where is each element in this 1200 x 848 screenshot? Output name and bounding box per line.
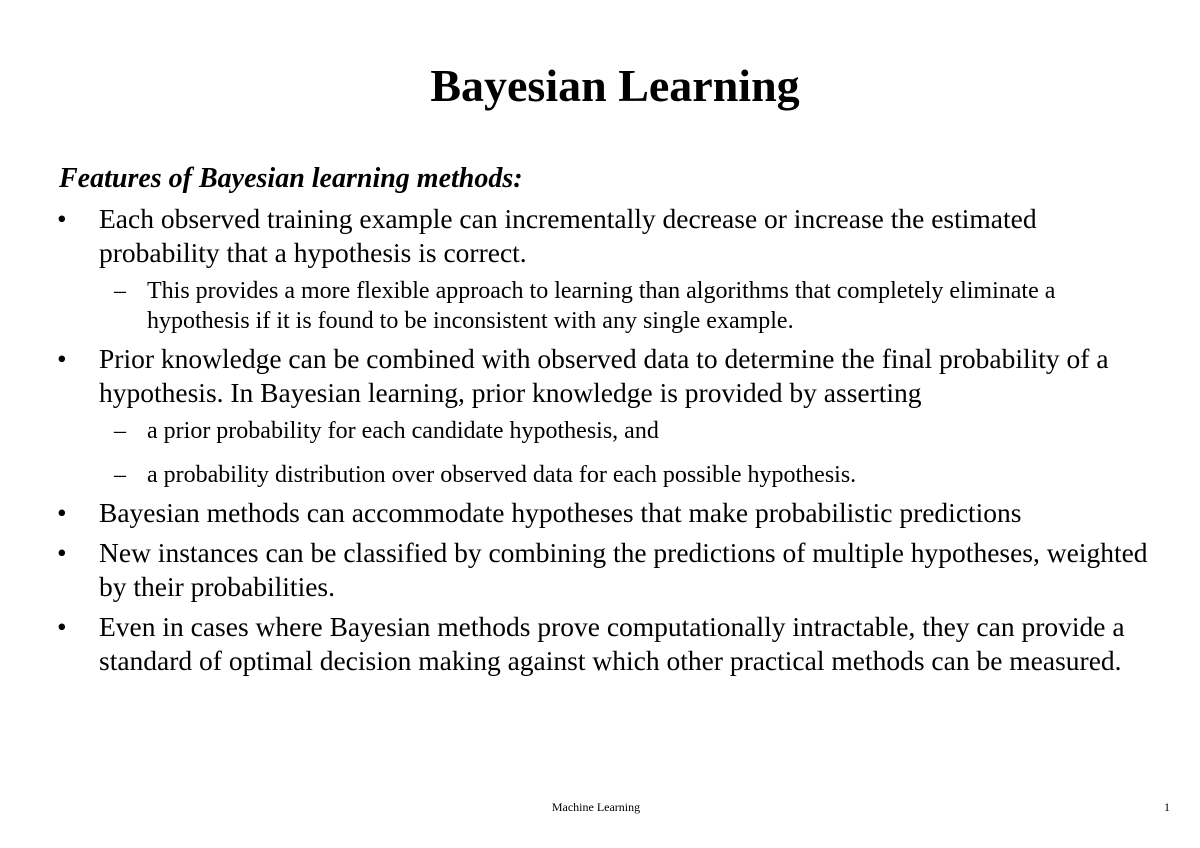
sub-bullet-marker: – <box>114 278 126 304</box>
sub-bullet-text: This provides a more flexible approach to learning than algorithms that completely eliminate a hypothesis if it is found to be inconsistent with any single example. <box>147 278 1056 334</box>
sub-bullet-text: a probability distribution over observed data for each possible hypothesis. <box>147 462 857 488</box>
sub-bullet-marker: – <box>114 418 126 444</box>
bullet-marker: • <box>57 611 67 642</box>
bullet-item <box>57 342 1159 410</box>
bullet-text: Each observed training example can incrementally decrease or increase the estimated probability that a hypothesis is correct. <box>99 203 1037 268</box>
bullet-marker: • <box>57 203 67 234</box>
footer-course: Machine Learning <box>551 800 641 814</box>
bullet-list <box>0 202 1200 678</box>
sub-bullet-marker: – <box>114 462 126 488</box>
bullet-item <box>57 536 1159 604</box>
footer-page-number: 1 <box>1164 800 1170 814</box>
bullet-text: Bayesian methods can accommodate hypotheses that make probabilistic predictions <box>99 497 1022 528</box>
bullet-marker: • <box>57 343 67 374</box>
sub-bullet-text: a prior probability for each candidate hypothesis, and <box>147 418 659 444</box>
sub-bullet-item <box>114 460 1157 490</box>
bullet-text: New instances can be classified by combining the predictions of multiple hypotheses, weighted by their probabilities. <box>99 537 1148 602</box>
bullet-text: Prior knowledge can be combined with observed data to determine the final probability of a hypothesis. In Bayesian learning, prior knowledge is provided by asserting <box>99 343 1109 408</box>
bullet-item <box>57 610 1159 678</box>
sub-bullet-item <box>114 416 1157 446</box>
slide-title: Bayesian Learning <box>430 60 800 111</box>
bullet-text: Even in cases where Bayesian methods prove computationally intractable, they can provide a standard of optimal decision making against which other practical methods can be measured. <box>99 611 1125 676</box>
bullet-marker: • <box>57 497 67 528</box>
bullet-marker: • <box>57 537 67 568</box>
bullet-item <box>57 496 1159 530</box>
bullet-item <box>57 202 1159 270</box>
section-subtitle: Features of Bayesian learning methods: <box>59 163 523 194</box>
sub-bullet-item <box>114 276 1157 336</box>
